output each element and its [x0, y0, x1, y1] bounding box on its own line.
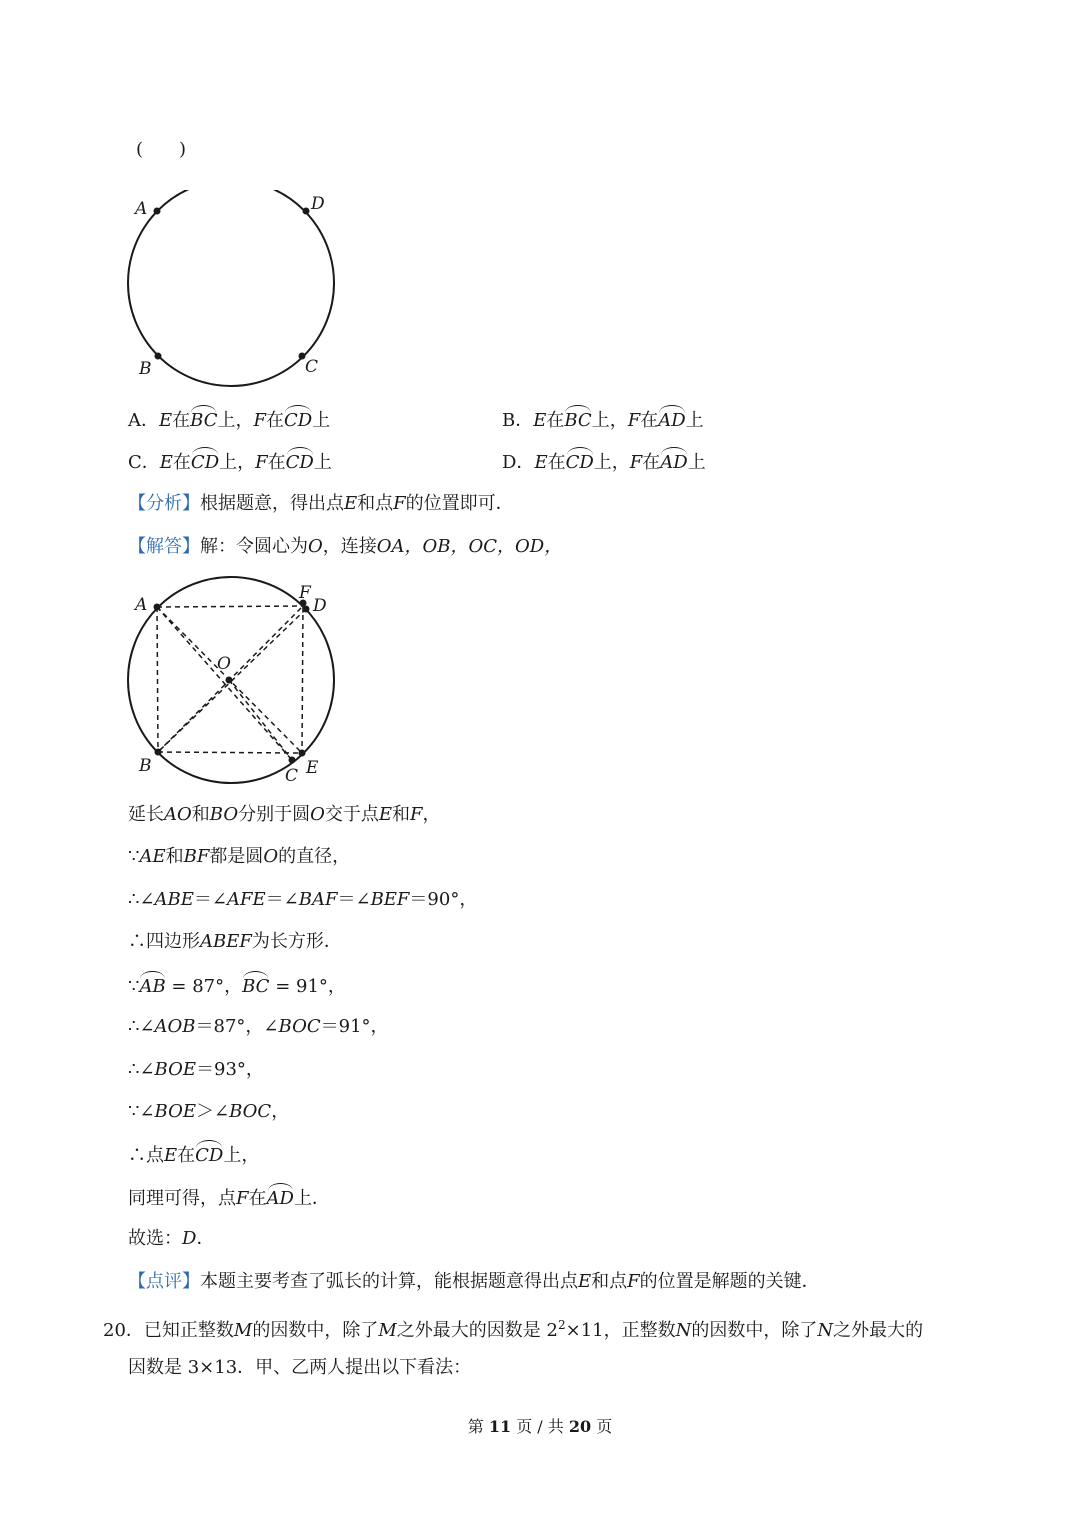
- point-b: [155, 353, 162, 360]
- figure-rectangle-abef: [110, 572, 370, 792]
- step-9: ∴点E在CD上，: [128, 1141, 259, 1169]
- label-b: B: [139, 756, 152, 776]
- label-b: B: [139, 359, 152, 379]
- step-10: 同理可得，点F在AD上．: [128, 1184, 330, 1212]
- question-20-line-1: 20．已知正整数M的因数中，除了M之外最大的因数是 $2^2\times 11$，正整数N的因数中，除了N之外最大的: [103, 1318, 924, 1341]
- label-e: E: [306, 758, 319, 778]
- step-7: ∴∠BOE＝93°，: [128, 1059, 264, 1080]
- analysis-tag: 【分析】: [128, 493, 200, 514]
- point-o: [226, 677, 233, 684]
- point-d: [303, 606, 310, 613]
- point-a: [154, 208, 161, 215]
- point-a: [154, 604, 161, 611]
- step-6: ∴∠AOB＝87°，∠BOC＝91°，: [128, 1016, 389, 1037]
- solution-line: 【解答】解：令圆心为O，连接OA，OB，OC，OD，: [128, 536, 563, 557]
- question-20-line-2: 因数是 3×13．甲、乙两人提出以下看法：: [128, 1357, 472, 1378]
- question-answer-bracket: ( ): [136, 139, 187, 160]
- step-4: ∴四边形ABEF为长方形．: [128, 931, 342, 952]
- solution-tag: 【解答】: [128, 536, 200, 557]
- point-c: [289, 757, 296, 764]
- page-total: 20: [568, 1417, 592, 1436]
- point-e: [299, 750, 306, 757]
- label-d: D: [311, 194, 325, 214]
- point-b: [155, 749, 162, 756]
- step-8: ∵∠BOE＞∠BOC，: [128, 1101, 290, 1122]
- label-c: C: [285, 766, 299, 786]
- step-11: 故选：D．: [128, 1228, 215, 1249]
- page-number: 11: [488, 1417, 512, 1436]
- label-o: O: [217, 654, 231, 674]
- step-2: ∵AE和BF都是圆O的直径，: [128, 846, 351, 867]
- step-1: 延长AO和BO分别于圆O交于点E和F，: [128, 804, 441, 825]
- option-d: D．E在CD上，F在AD上: [502, 448, 706, 476]
- option-c: C．E在CD上，F在CD上: [128, 448, 332, 476]
- step-3: ∴∠ABE＝∠AFE＝∠BAF＝∠BEF＝90°，: [128, 889, 478, 910]
- analysis-line: 【分析】根据题意，得出点E和点F的位置即可．: [128, 493, 514, 514]
- option-a: A．E在BC上，F在CD上: [128, 406, 330, 434]
- label-a: A: [135, 199, 148, 219]
- figure-circle-abcd: [110, 190, 370, 390]
- label-c: C: [305, 357, 319, 377]
- point-d: [303, 208, 310, 215]
- comment-tag: 【点评】: [128, 1271, 200, 1292]
- comment-line: 【点评】本题主要考查了弧长的计算，能根据题意得出点E和点F的位置是解题的关键．: [128, 1271, 820, 1292]
- question-number: 20．: [103, 1320, 144, 1341]
- label-a: A: [135, 595, 148, 615]
- label-f: F: [299, 583, 311, 603]
- label-d: D: [313, 596, 327, 616]
- option-b: B．E在BC上，F在AD上: [502, 406, 704, 434]
- step-5: ∵AB = 87°，BC = 91°，: [128, 972, 346, 1000]
- page-footer: 第 11 页 / 共 20 页: [467, 1417, 613, 1436]
